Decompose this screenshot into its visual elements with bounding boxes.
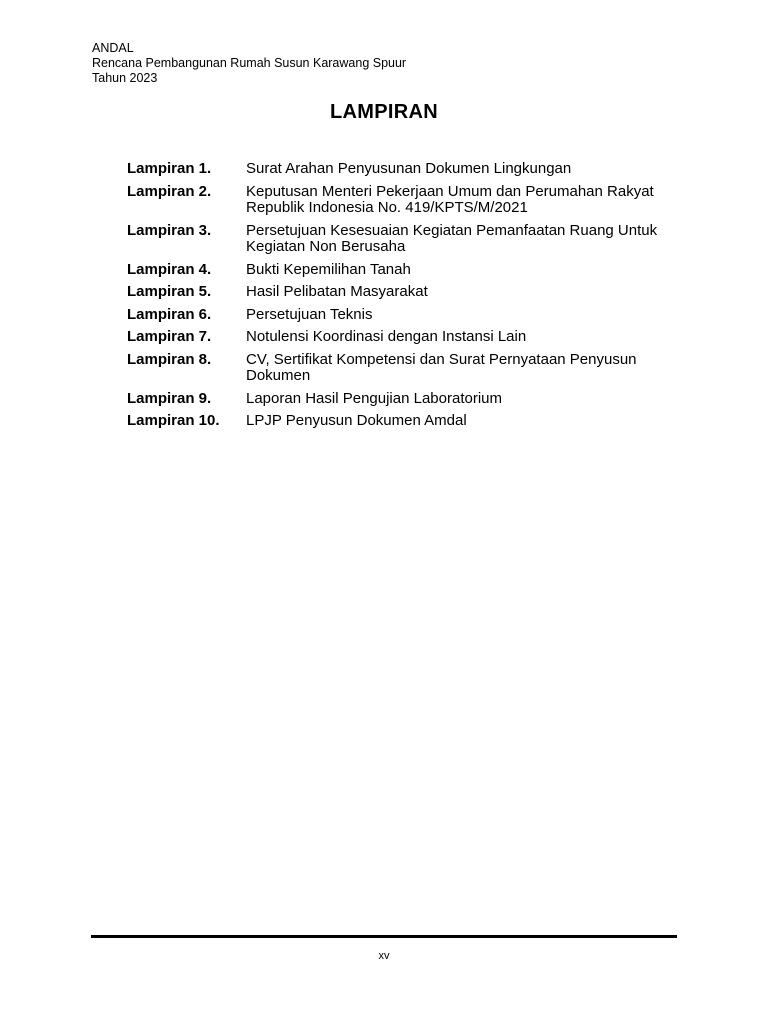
appendix-item-text: Persetujuan Teknis [246,305,373,323]
appendix-item [127,329,687,346]
appendix-item-label: Lampiran 4. [127,260,212,278]
appendix-item [127,391,687,408]
appendix-item-label: Lampiran 8. [127,350,212,368]
footer-divider [91,935,677,938]
appendix-item-label: Lampiran 3. [127,221,212,239]
page-title: LAMPIRAN [330,101,438,123]
appendix-item-label: Lampiran 6. [127,305,212,323]
appendix-item-label: Lampiran 5. [127,283,212,300]
appendix-item-label: Lampiran 10. [127,412,220,429]
header-doc-type: ANDAL [92,41,134,55]
appendix-item-label: Lampiran 1. [127,160,212,177]
appendix-item-text: Hasil Pelibatan Masyarakat [246,283,428,300]
appendix-item-label: Lampiran 2. [127,182,212,200]
appendix-item-text: Bukti Kepemilihan Tanah [246,260,411,278]
appendix-item-text: Notulensi Koordinasi dengan Instansi Lain [246,328,527,345]
appendix-item-label: Lampiran 9. [127,389,212,407]
appendix-item [127,262,687,279]
header-project-name: Rencana Pembangunan Rumah Susun Karawang Spuur [92,56,407,70]
appendix-item-text: LPJP Penyusun Dokumen Amdal [246,412,467,429]
appendix-list [127,161,687,436]
appendix-item-text: CV, Sertifikat Kompetensi dan Surat Pernyataan Penyusun Dokumen [246,350,637,384]
header-year: Tahun 2023 [92,71,158,85]
appendix-item [127,161,687,178]
appendix-item [127,307,687,324]
appendix-item [127,223,687,256]
appendix-item [127,413,687,430]
page-number: xv [378,950,390,962]
appendix-item-label: Lampiran 7. [127,328,212,345]
appendix-item-text: Laporan Hasil Pengujian Laboratorium [246,389,502,407]
document-header [92,41,406,86]
appendix-item [127,184,687,217]
appendix-item [127,284,687,301]
appendix-item [127,352,687,385]
appendix-item-text: Keputusan Menteri Pekerjaan Umum dan Perumahan Rakyat Republik Indonesia No. 419/KPTS/M/2021 [246,182,654,216]
appendix-item-text: Surat Arahan Penyusunan Dokumen Lingkungan [246,160,572,177]
appendix-item-text: Persetujuan Kesesuaian Kegiatan Pemanfaatan Ruang Untuk Kegiatan Non Berusaha [246,221,658,255]
